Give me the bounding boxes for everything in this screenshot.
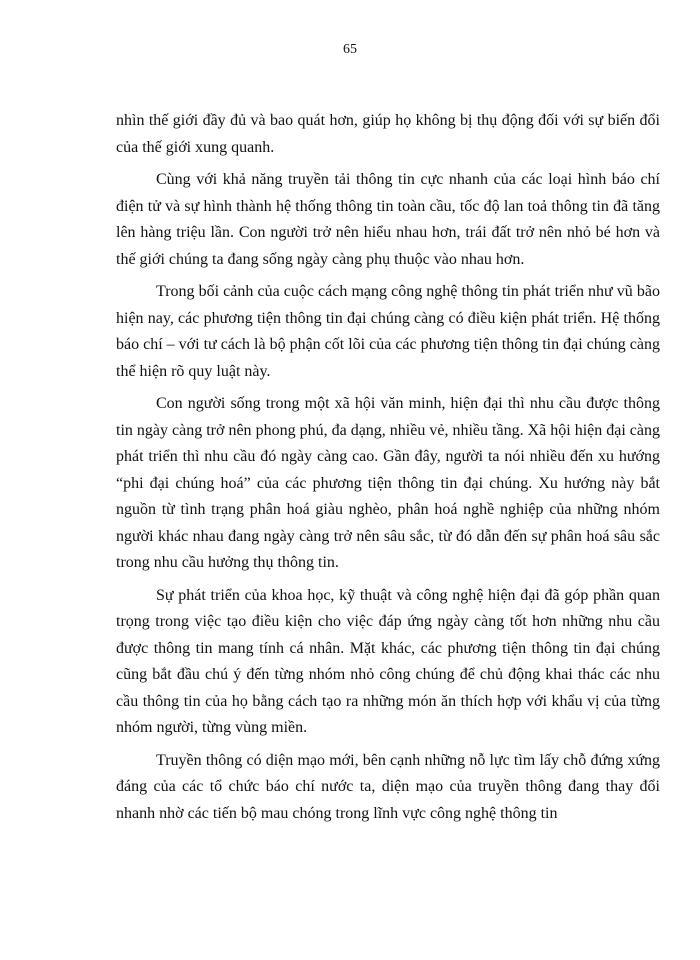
paragraph-4: Con người sống trong một xã hội văn minh, hiện đại thì nhu cầu được thông tin ngày càng trở nên phong phú, đa dạng, nhiều vẻ, nhiều tầng. Xã hội hiện đại càng phát triển thì nhu cầu đó ngày càng cao. Gần đây, người ta nói nhiều đến xu hướng “phi đại chúng hoá” của các phương tiện thông tin đại chúng. Xu hướng này bắt nguồn từ tình trạng phân hoá giàu nghèo, phân hoá nghề nghiệp của những nhóm người khác nhau đang ngày càng trở nên sâu sắc, từ đó dẫn đến sự phân hoá sâu sắc trong nhu cầu hưởng thụ thông tin. (116, 395, 660, 571)
paragraph-5: Sự phát triển của khoa học, kỹ thuật và công nghệ hiện đại đã góp phần quan trọng trong việc tạo điều kiện cho việc đáp ứng ngày càng tốt hơn những nhu cầu được thông tin mang tính cá nhân. Mặt khác, các phương tiện thông tin đại chúng cũng bắt đầu chú ý đến từng nhóm nhỏ công chúng để chủ động khai thác các nhu cầu thông tin của họ bằng cách tạo ra những món ăn thích hợp với khẩu vị của từng nhóm người, từng vùng miền. (116, 586, 660, 736)
paragraph-1: nhìn thế giới đầy đủ và bao quát hơn, giúp họ không bị thụ động đối với sự biến đổi của thế giới xung quanh. (116, 112, 660, 156)
body-text (116, 108, 660, 833)
page-number: 65 (343, 42, 357, 57)
paragraph-2: Cùng với khả năng truyền tải thông tin cực nhanh của các loại hình báo chí điện tử và sự hình thành hệ thống thông tin toàn cầu, tốc độ lan toả thông tin đã tăng lên hàng triệu lần. Con người trở nên hiểu nhau hơn, trái đất trở nên nhỏ bé hơn và thế giới chúng ta đang sống ngày càng phụ thuộc vào nhau hơn. (116, 171, 660, 268)
paragraph-6: Truyền thông có diện mạo mới, bên cạnh những nỗ lực tìm lấy chỗ đứng xứng đáng của các tổ chức báo chí nước ta, diện mạo của truyền thông đang thay đổi nhanh nhờ các tiến bộ mau chóng trong lĩnh vực công nghệ thông tin (116, 751, 660, 822)
paragraph-3: Trong bối cảnh của cuộc cách mạng công nghệ thông tin phát triển như vũ bão hiện nay, các phương tiện thông tin đại chúng càng có điều kiện phát triển. Hệ thống báo chí – với tư cách là bộ phận cốt lõi của các phương tiện thông tin đại chúng càng thể hiện rõ quy luật này. (116, 283, 660, 380)
